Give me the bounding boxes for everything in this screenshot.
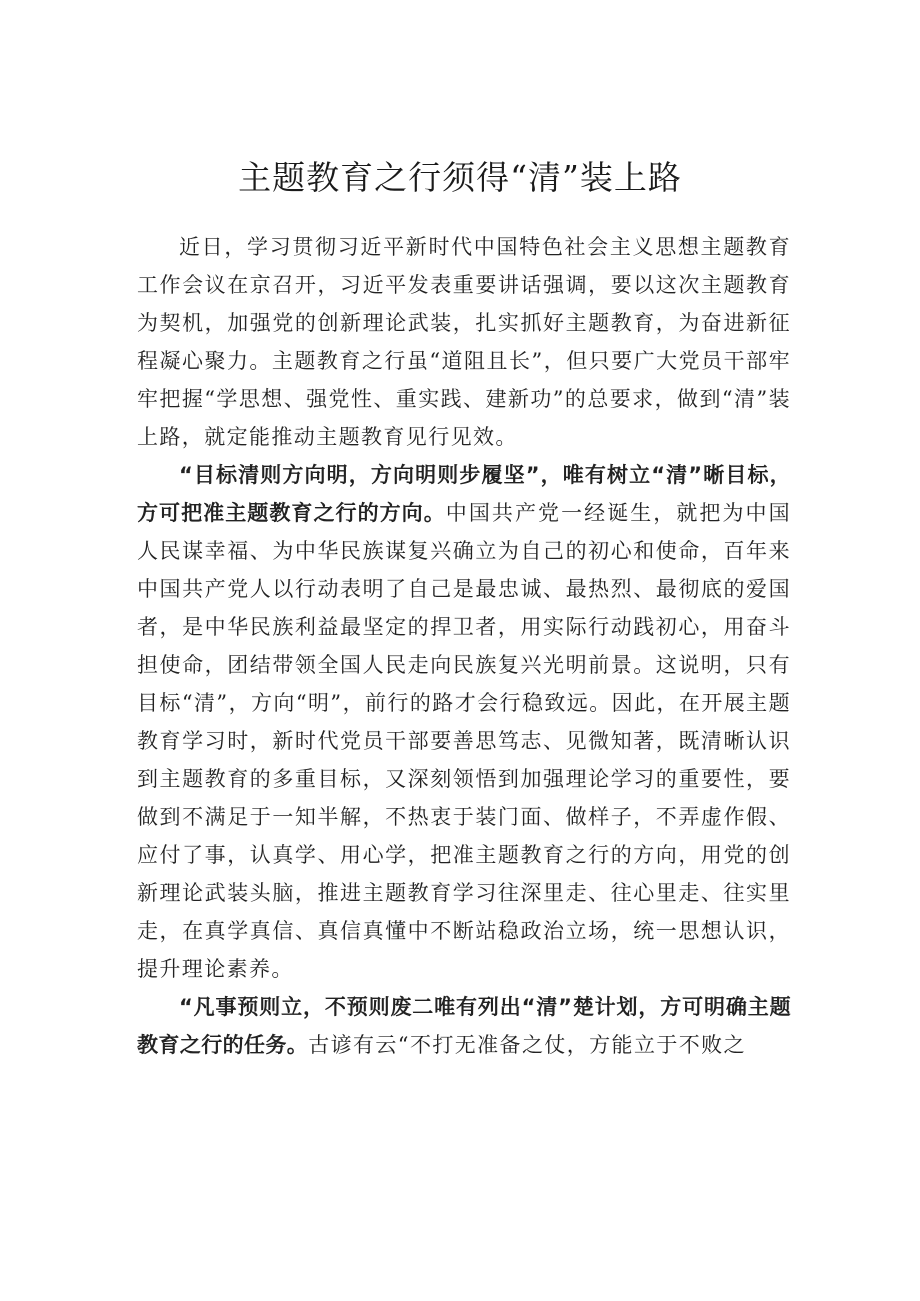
paragraph-3-lead: “凡事预则立，不预则废二唯有列出“清”楚计划，方可明确主题教育之行的任务。 (137, 995, 791, 1057)
document-title: 主题教育之行须得“清”装上路 (238, 158, 682, 197)
paragraph-1-text: 近日，学习贯彻习近平新时代中国特色社会主义思想主题教育工作会议在京召开，习近平发表重要讲话强调，要以这次主题教育为契机，加强党的创新理论武装，扎实抓好主题教育，为奋进新征程凝心聚力。主题教育之行虽“道阻且长”，但只要广大党员干部牢牢把握“学思想、强党性、重实践、建新功”的总要求，做到“清”装上路，就定能推动主题教育见行见效。 (137, 235, 791, 449)
paragraph-2-lead: “目标清则方向明，方向明则步履坚”，唯有树立“清”晰目标，方可把准主题教育之行的方向。 (137, 463, 791, 525)
paragraph-2-text: 中国共产党一经诞生，就把为中国人民谋幸福、为中华民族谋复兴确立为自己的初心和使命，百年来中国共产党人以行动表明了自己是最忠诚、最热烈、最彻底的爱国者，是中华民族利益最坚定的捍卫者，用实际行动践初心，用奋斗担使命，团结带领全国人民走向民族复兴光明前景。这说明，只有目标“清”，方向“明”，前行的路才会行稳致远。因此，在开展主题教育学习时，新时代党员干部要善思笃志、见微知著，既清晰认识到主题教育的多重目标，又深刻领悟到加强理论学习的重要性，要做到不满足于一知半解，不热衷于装门面、做样子，不弄虚作假、应付了事，认真学、用心学，把准主题教育之行的方向，用党的创新理论武装头脑，推进主题教育学习往深里走、往心里走、往实里走，在真学真信、真信真懂中不断站稳政治立场，统一思想认识，提升理论素养。 (137, 501, 791, 981)
document-body (137, 228, 791, 1064)
paragraph-1 (137, 228, 791, 456)
paragraph-2 (137, 456, 791, 988)
paragraph-3-text: 古谚有云“不打无准备之仗，方能立于不败之 (308, 1033, 746, 1057)
paragraph-3 (137, 988, 791, 1064)
